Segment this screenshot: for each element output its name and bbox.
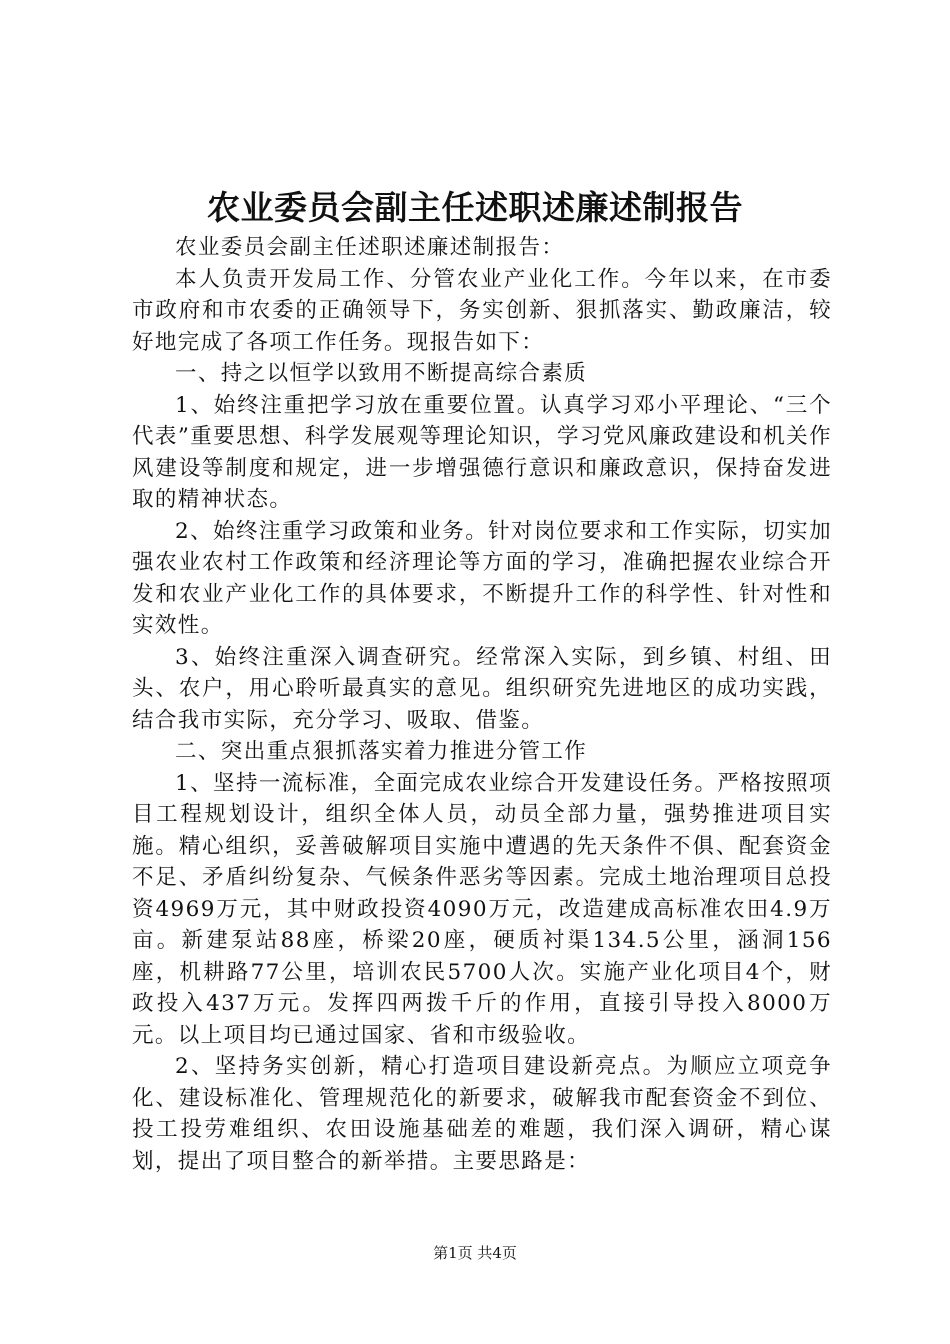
document-title: 农业委员会副主任述职述廉述制报告 [207,188,743,227]
document-body [132,232,832,1177]
paragraph-intro: 本人负责开发局工作、分管农业产业化工作。今年以来，在市委市政府和市农委的正确领导下，务实创新、狠抓落实、勤政廉洁，较好地完成了各项工作任务。现报告如下： [132,266,832,355]
paragraph-2-1: 1、坚持一流标准，全面完成农业综合开发建设任务。严格按照项目工程规划设计，组织全体人员，动员全部力量，强势推进项目实施。精心组织，妥善破解项目实施中遭遇的先天条件不俱、配套资金不足、矛盾纠纷复杂、气候条件恶劣等因素。完成土地治理项目总投资4969万元，其中财政投资4090万元，改造建成高标准农田4.9万亩。新建泵站88座，桥梁20座，硬质衬渠134.5公里，涵洞156座，机耕路77公里，培训农民5700人次。实施产业化项目4个，财政投入437万元。发挥四两拨千斤的作用，直接引导投入8000万元。以上项目均已通过国家、省和市级验收。 [132,770,832,1048]
paragraph-1-1: 1、始终注重把学习放在重要位置。认真学习邓小平理论、“三个代表”重要思想、科学发展观等理论知识，学习党风廉政建设和机关作风建设等制度和规定，进一步增强德行意识和廉政意识，保持奋发进取的精神状态。 [132,392,832,512]
page-footer: 第1页 共4页 [433,1244,517,1262]
paragraph-1-3: 3、始终注重深入调查研究。经常深入实际，到乡镇、村组、田头、农户，用心聆听最真实的意见。组织研究先进地区的成功实践，结合我市实际，充分学习、吸取、借鉴。 [132,644,832,733]
section-heading-2: 二、突出重点狠抓落实着力推进分管工作 [175,739,588,764]
section-heading-1: 一、持之以恒学以致用不断提高综合素质 [175,361,588,386]
paragraph-1-2: 2、始终注重学习政策和业务。针对岗位要求和工作实际，切实加强农业农村工作政策和经济理论等方面的学习，准确把握农业综合开发和农业产业化工作的具体要求，不断提升工作的科学性、针对性和实效性。 [132,518,832,638]
paragraph-2-2: 2、坚持务实创新，精心打造项目建设新亮点。为顺应立项竞争化、建设标准化、管理规范化的新要求，破解我市配套资金不到位、投工投劳难组织、农田设施基础差的难题，我们深入调研，精心谋划，提出了项目整合的新举措。主要思路是： [132,1054,832,1174]
paragraph-salutation: 农业委员会副主任述职述廉述制报告： [175,235,565,260]
